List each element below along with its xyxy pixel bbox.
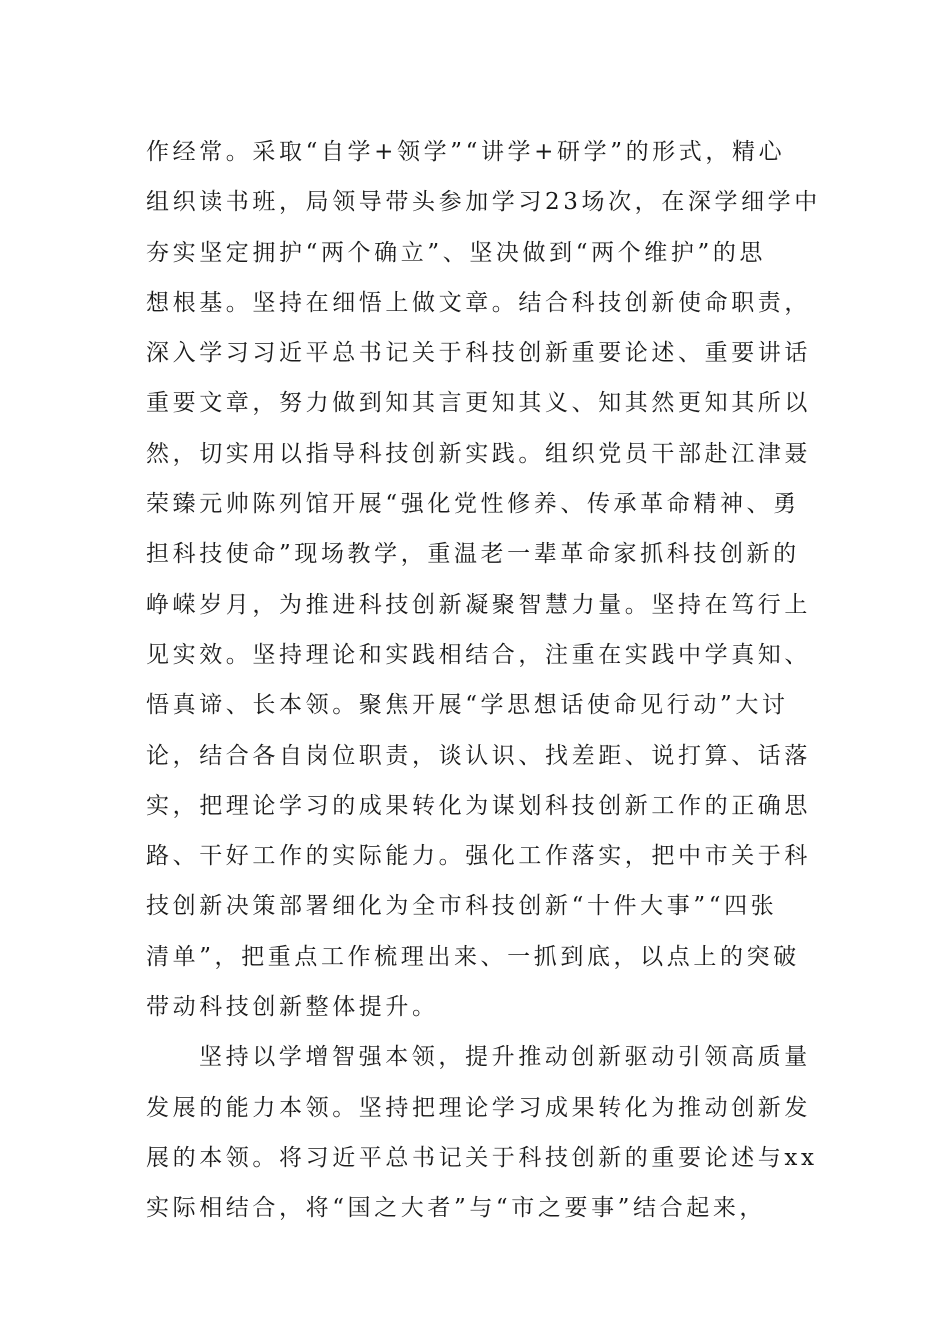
text-line: 路、干好工作的实际能力。强化工作落实，把中市关于科 [146, 843, 811, 870]
paragraph-2 [146, 1032, 818, 1233]
text-line: 实，把理论学习的成果转化为谋划科技创新工作的正确思 [146, 792, 811, 819]
text-line: 见实效。坚持理论和实践相结合，注重在实践中学真知、 [146, 641, 811, 668]
text-line: 发展的能力本领。坚持把理论学习成果转化为推动创新发 [146, 1094, 811, 1121]
text-line: 坚持以学增智强本领，提升推动创新驱动引领高质量 [199, 1044, 811, 1071]
text-line: 技创新决策部署细化为全市科技创新“十件大事”“四张 [146, 893, 778, 920]
document-body-text [146, 127, 821, 1234]
text-line: 峥嵘岁月，为推进科技创新凝聚智慧力量。坚持在笃行上 [146, 591, 811, 618]
text-line: 组织读书班，局领导带头参加学习23场次，在深学细学中 [146, 189, 821, 216]
text-line: 想根基。坚持在细悟上做文章。结合科技创新使命职责， [146, 289, 811, 316]
paragraph-1 [146, 127, 821, 1032]
text-line: 实际相结合，将“国之大者”与“市之要事”结合起来， [146, 1195, 767, 1222]
text-line: 荣臻元帅陈列馆开展“强化党性修养、传承革命精神、勇 [146, 491, 800, 518]
text-line: 论，结合各自岗位职责，谈认识、找差距、说打算、话落 [146, 742, 811, 769]
text-line: 然，切实用以指导科技创新实践。组织党员干部赴江津聂 [146, 440, 811, 467]
text-line: 清单”，把重点工作梳理出来、一抓到底，以点上的突破 [146, 943, 800, 970]
text-line: 带动科技创新整体提升。 [146, 994, 439, 1021]
text-line: 夯实坚定拥护“两个确立”、坚决做到“两个维护”的思 [146, 239, 767, 266]
text-line: 作经常。采取“自学+领学”“讲学+研学”的形式，精心 [146, 139, 786, 165]
text-line: 深入学习习近平总书记关于科技创新重要论述、重要讲话 [146, 340, 811, 367]
text-line: 担科技使命”现场教学，重温老一辈革命家抓科技创新的 [146, 541, 800, 568]
text-line: 重要文章，努力做到知其言更知其义、知其然更知其所以 [146, 390, 811, 417]
text-line: 悟真谛、长本领。聚焦开展“学思想话使命见行动”大讨 [146, 692, 789, 719]
text-line: 展的本领。将习近平总书记关于科技创新的重要论述与xx [146, 1144, 818, 1171]
